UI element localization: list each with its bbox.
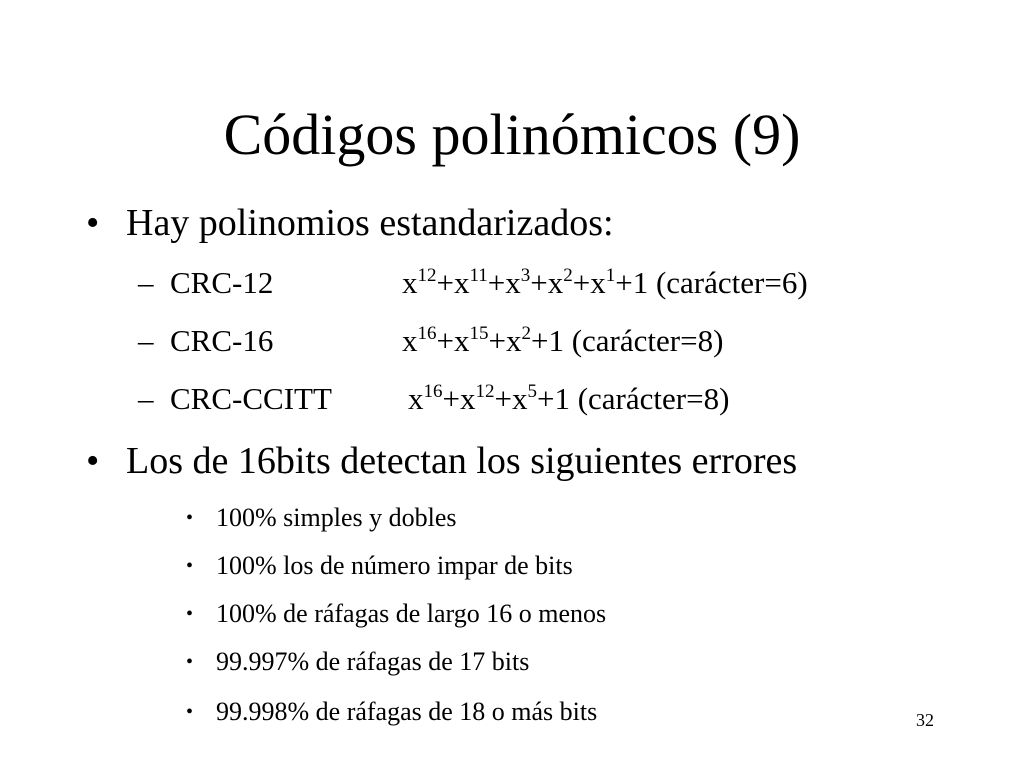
poly-base: x	[453, 265, 470, 300]
poly-base: x	[402, 323, 418, 358]
poly-exponent: 15	[469, 323, 489, 344]
poly-base: x	[408, 381, 424, 416]
bullet-marker: •	[186, 651, 194, 673]
poly-base: x	[547, 265, 564, 300]
poly-exponent: 1	[605, 265, 616, 286]
poly-base: x	[505, 323, 522, 358]
bullet-text: Los de 16bits detectan los siguientes errores	[126, 440, 798, 482]
poly-exponent: 16	[423, 381, 443, 402]
crc-polynomial	[408, 380, 729, 418]
dash-marker: –	[138, 323, 154, 358]
bullet-marker: •	[86, 440, 100, 482]
poly-operator: +	[572, 265, 591, 300]
poly-exponent: 12	[417, 265, 437, 286]
bullet-text: Hay polinomios estandarizados:	[126, 202, 614, 244]
crc-polynomial	[402, 264, 808, 302]
poly-operator: +	[530, 265, 548, 300]
poly-operator: +	[442, 381, 460, 416]
bullet-marker: •	[186, 507, 194, 529]
poly-operator: +	[494, 381, 512, 416]
error-detection-text: 100% los de número impar de bits	[216, 551, 573, 580]
poly-exponent: 2	[521, 323, 531, 344]
error-detection-text: 99.997% de ráfagas de 17 bits	[216, 647, 530, 676]
poly-base: x	[459, 381, 476, 416]
dash-marker: –	[138, 265, 154, 300]
dash-marker: –	[138, 381, 154, 416]
poly-exponent: 3	[520, 265, 531, 286]
crc-polynomial	[402, 322, 723, 360]
error-detection-text: 99.998% de ráfagas de 18 o más bits	[216, 697, 598, 726]
poly-tail: +1 (carácter=6)	[615, 265, 808, 300]
bullet-marker: •	[186, 555, 194, 577]
poly-exponent: 5	[527, 381, 537, 402]
poly-base: x	[453, 323, 470, 358]
bullet-marker: •	[186, 701, 194, 723]
poly-operator: +	[436, 323, 454, 358]
bullet-marker: •	[186, 603, 194, 625]
error-detection-text: 100% simples y dobles	[216, 503, 457, 532]
error-detection-text: 100% de ráfagas de largo 16 o menos	[216, 599, 607, 628]
bullet-marker: •	[86, 202, 100, 244]
poly-tail: +1 (carácter=8)	[530, 323, 724, 358]
crc-name: CRC-16	[170, 323, 274, 358]
slide-title: Códigos polinómicos (9)	[223, 102, 801, 167]
crc-name: CRC-12	[170, 265, 274, 300]
poly-base: x	[590, 265, 606, 300]
poly-operator: +	[436, 265, 454, 300]
poly-base: x	[505, 265, 521, 300]
poly-operator: +	[487, 265, 506, 300]
poly-tail: +1 (carácter=8)	[536, 381, 730, 416]
page-number: 32	[916, 710, 934, 730]
crc-name: CRC-CCITT	[170, 381, 332, 416]
poly-exponent: 12	[475, 381, 495, 402]
poly-base: x	[511, 381, 528, 416]
poly-exponent: 2	[563, 265, 573, 286]
poly-exponent: 11	[469, 265, 488, 286]
poly-operator: +	[488, 323, 506, 358]
poly-exponent: 16	[417, 323, 437, 344]
poly-base: x	[402, 265, 418, 300]
